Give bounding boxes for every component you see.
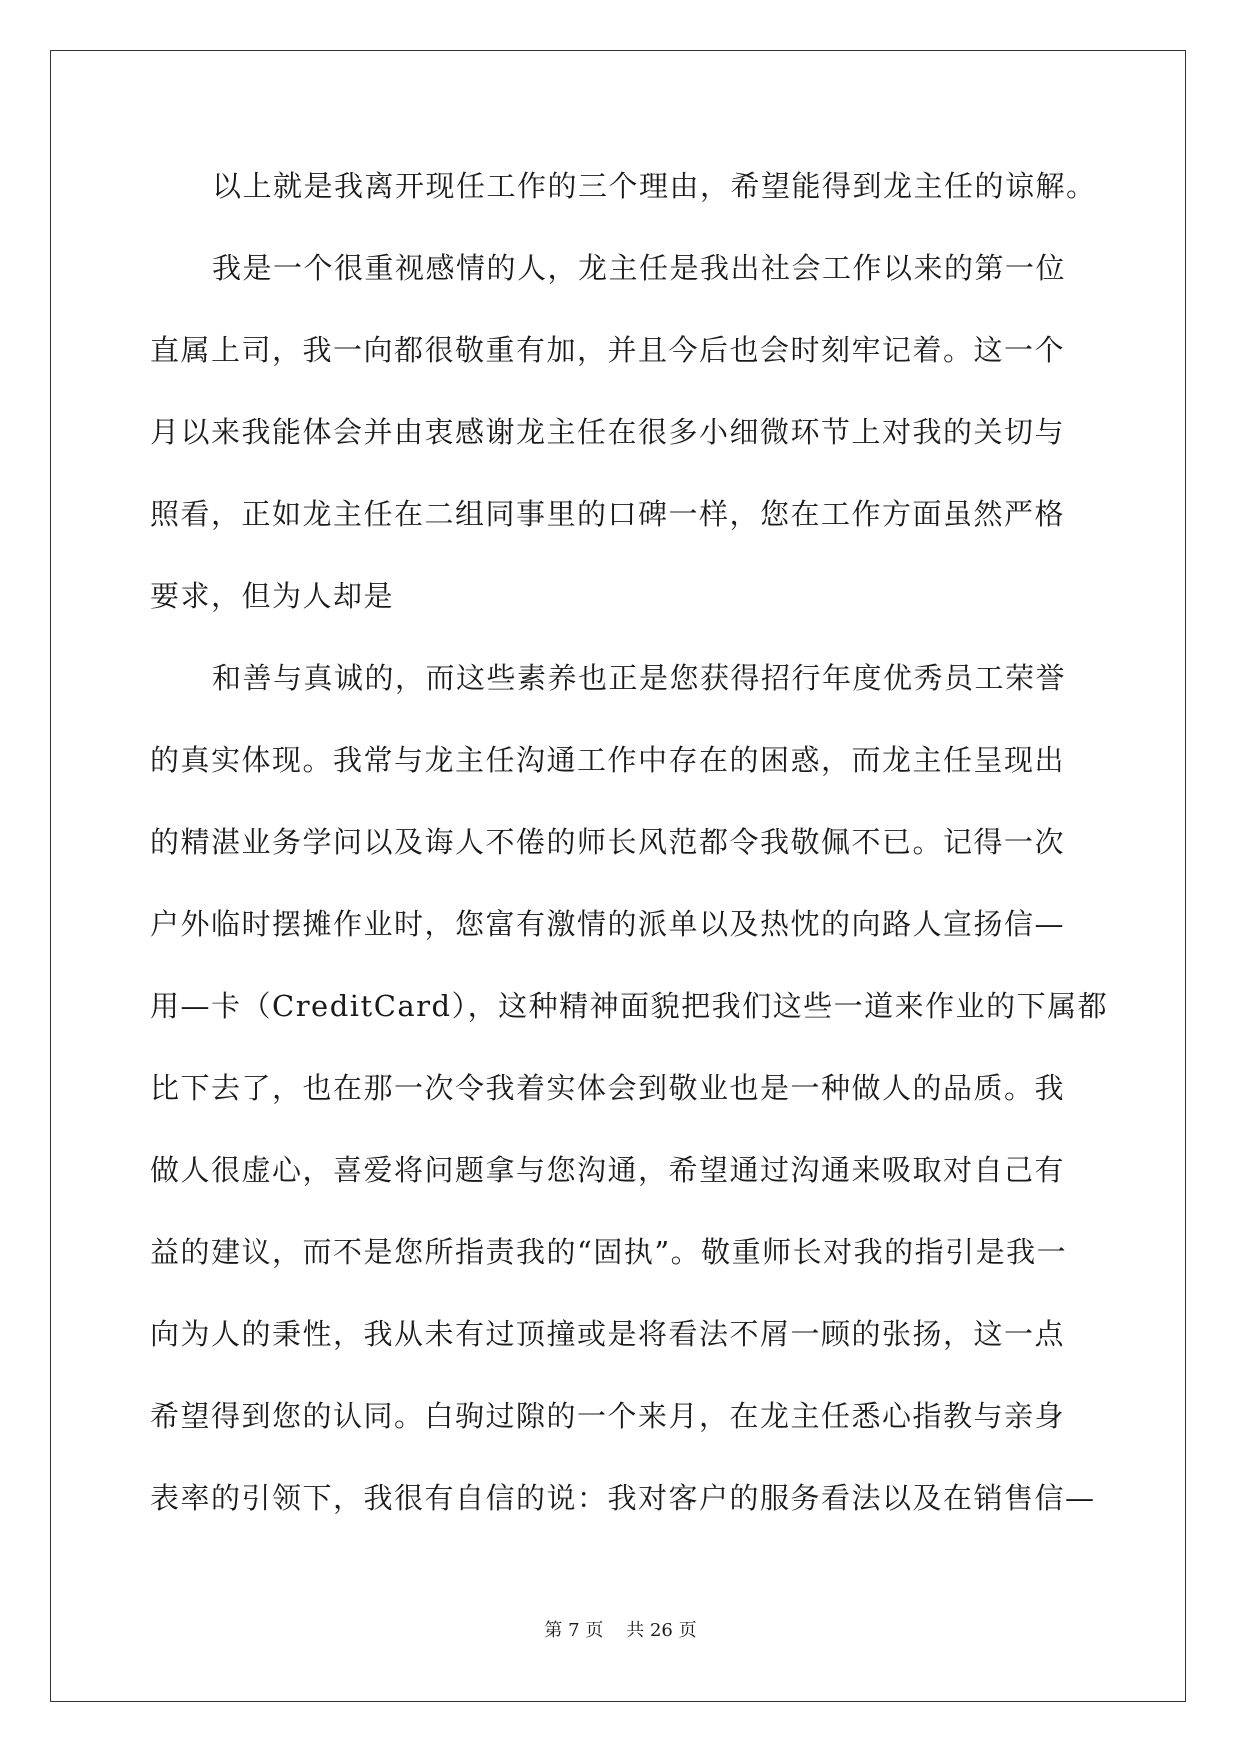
text-line: 向为人的秉性，我从未有过顶撞或是将看法不屑一顾的张扬，这一点 bbox=[150, 1317, 1066, 1351]
text-line: 益的建议，而不是您所指责我的“固执”。敬重师长对我的指引是我一 bbox=[150, 1235, 1068, 1269]
text-line: 户外临时摆摊作业时，您富有激情的派单以及热忱的向路人宣扬信— bbox=[150, 907, 1066, 941]
document-body bbox=[150, 168, 1109, 1562]
text-line: 我是一个很重视感情的人，龙主任是我出社会工作以来的第一位 bbox=[212, 251, 1067, 285]
text-line: 的真实体现。我常与龙主任沟通工作中存在的困惑，而龙主任呈现出 bbox=[150, 743, 1066, 777]
text-line: 用—卡（CreditCard），这种精神面貌把我们这些一道来作业的下属都 bbox=[150, 989, 1109, 1023]
page-total: 共 26 页 bbox=[626, 1620, 697, 1641]
text-line: 和善与真诚的，而这些素养也正是您获得招行年度优秀员工荣誉 bbox=[212, 661, 1067, 695]
text-line: 直属上司，我一向都很敬重有加，并且今后也会时刻牢记着。这一个 bbox=[150, 333, 1066, 367]
text-line: 的精湛业务学问以及诲人不倦的师长风范都令我敬佩不已。记得一次 bbox=[150, 825, 1066, 859]
text-line: 要求，但为人却是 bbox=[150, 579, 395, 613]
page-number: 第 7 页 bbox=[544, 1620, 604, 1641]
text-line: 以上就是我离开现任工作的三个理由，希望能得到龙主任的谅解。 bbox=[212, 169, 1097, 203]
text-line: 照看，正如龙主任在二组同事里的口碑一样，您在工作方面虽然严格 bbox=[150, 497, 1066, 531]
text-line: 月以来我能体会并由衷感谢龙主任在很多小细微环节上对我的关切与 bbox=[150, 415, 1066, 449]
text-line: 做人很虚心，喜爱将问题拿与您沟通，希望通过沟通来吸取对自己有 bbox=[150, 1153, 1066, 1187]
text-line: 希望得到您的认同。白驹过隙的一个来月，在龙主任悉心指教与亲身 bbox=[150, 1399, 1066, 1433]
page-footer bbox=[0, 1616, 1241, 1642]
text-line: 表率的引领下，我很有自信的说：我对客户的服务看法以及在销售信— bbox=[150, 1481, 1096, 1515]
text-line: 比下去了，也在那一次令我着实体会到敬业也是一种做人的品质。我 bbox=[150, 1071, 1066, 1105]
